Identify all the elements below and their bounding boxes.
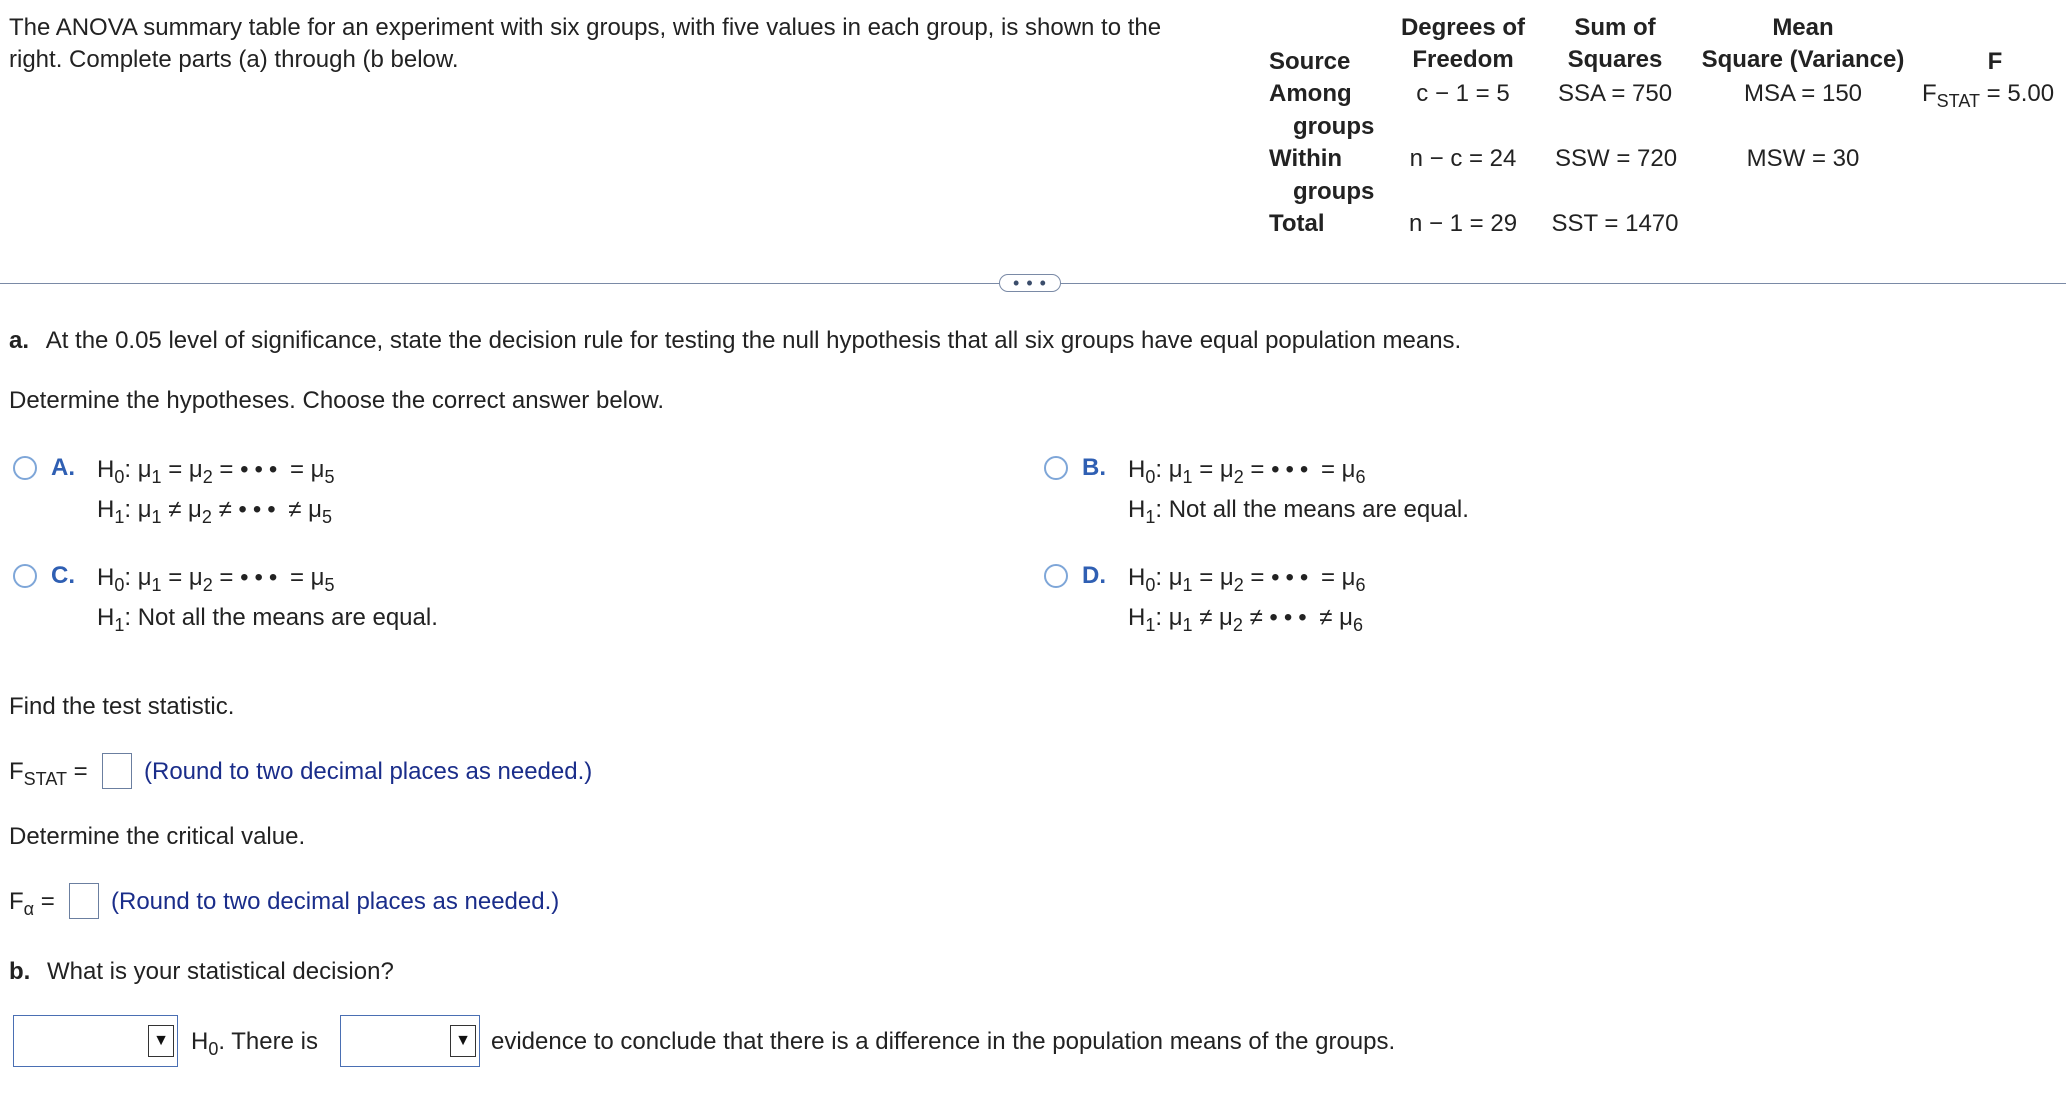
decision-dropdown[interactable] <box>13 1015 178 1067</box>
chevron-down-icon: ▼ <box>450 1025 476 1057</box>
row-total-source: Total <box>1269 210 1325 237</box>
option-c-h0: $H_0$: $\mu_1 = \mu_2$ = ••• = $\mu_5$ <box>97 564 335 595</box>
determine-critical-value: Determine the critical value. <box>9 823 306 850</box>
conclusion-text: evidence to conclude that there is a difference in the population means of the groups. <box>491 1028 1396 1055</box>
part-a-text: At the 0.05 level of significance, state the decision rule for testing the null hypothesis that all six groups have equal population means. <box>45 327 1462 354</box>
option-b-h1: $H_1$: Not all the means are equal. <box>1128 496 1469 527</box>
option-d-letter: D. <box>1082 562 1106 589</box>
fstat-label: $F_{STAT}$ = <box>9 758 88 789</box>
chevron-down-icon: ▼ <box>148 1025 174 1057</box>
row-within-ss: SSW = 720 <box>1555 145 1678 172</box>
evidence-dropdown[interactable] <box>340 1015 480 1067</box>
option-c-h1: $H_1$: Not all the means are equal. <box>97 604 438 635</box>
option-b-radio[interactable] <box>1044 456 1068 480</box>
option-a-letter: A. <box>51 454 75 481</box>
option-d-h0: $H_0$: $\mu_1 = \mu_2$ = ••• = $\mu_6$ <box>1128 564 1366 595</box>
anova-table <box>0 0 2066 250</box>
option-b-h0: $H_0$: $\mu_1 = \mu_2$ = ••• = $\mu_6$ <box>1128 456 1366 487</box>
header-ms-line1: Mean <box>1772 14 1834 41</box>
part-b-label: b. <box>9 958 31 985</box>
part-a-question <box>9 325 1461 357</box>
header-f: F <box>1987 48 2003 75</box>
row-among-df: c − 1 = 5 <box>1416 80 1510 107</box>
row-total-ss: SST = 1470 <box>1551 210 1679 237</box>
falpha-input[interactable] <box>69 883 99 919</box>
intro-line-1: The ANOVA summary table for an experiment with six groups, with five values in each group, is shown to the <box>9 14 1162 41</box>
fstat-input[interactable] <box>102 753 132 789</box>
row-within-df: n − c = 24 <box>1409 145 1517 172</box>
option-d-radio[interactable] <box>1044 564 1068 588</box>
row-among-source-2: groups <box>1293 113 1375 140</box>
part-b-text: What is your statistical decision? <box>47 958 394 985</box>
fstat-round-hint: (Round to two decimal places as needed.) <box>144 758 593 785</box>
find-test-statistic: Find the test statistic. <box>9 693 235 720</box>
header-ss-line1: Sum of <box>1574 14 1656 41</box>
row-among-ss: SSA = 750 <box>1557 80 1673 107</box>
header-ss-line2: Squares <box>1567 46 1663 73</box>
intro-line-2: right. Complete parts (a) through (b below. <box>9 46 459 73</box>
row-among-f: $F_{STAT} = 5.00$ <box>1922 80 2055 111</box>
header-df-line1: Degrees of <box>1400 14 1526 41</box>
option-a-radio[interactable] <box>13 456 37 480</box>
falpha-round-hint: (Round to two decimal places as needed.) <box>111 888 560 915</box>
more-button[interactable]: • • • <box>999 274 1061 292</box>
part-b-question <box>9 956 394 988</box>
falpha-label: $F_\alpha$ = <box>9 888 55 919</box>
h0-there-is: $H_0$. There is <box>191 1028 318 1059</box>
row-within-ms: MSW = 30 <box>1746 145 1860 172</box>
hypotheses-instruction: Determine the hypotheses. Choose the correct answer below. <box>9 387 665 414</box>
option-d-h1: $H_1$: $\mu_1 \ne \mu_2$ ≠ ••• ≠ $\mu_6$ <box>1128 604 1363 635</box>
row-within-source-2: groups <box>1293 178 1375 205</box>
header-ms-line2: Square (Variance) <box>1701 46 1905 73</box>
header-source: Source <box>1269 48 1351 75</box>
option-a-h0: $H_0$: $\mu_1 = \mu_2$ = ••• = $\mu_5$ <box>97 456 335 487</box>
row-within-source-1: Within <box>1269 145 1343 172</box>
option-c-radio[interactable] <box>13 564 37 588</box>
header-df-line2: Freedom <box>1412 46 1514 73</box>
part-a-label: a. <box>9 327 30 354</box>
row-total-df: n − 1 = 29 <box>1408 210 1518 237</box>
option-c-letter: C. <box>51 562 75 589</box>
option-a-h1: $H_1$: $\mu_1 \ne \mu_2$ ≠ ••• ≠ $\mu_5$ <box>97 496 332 527</box>
option-b-letter: B. <box>1082 454 1106 481</box>
row-among-source-1: Among <box>1269 80 1352 107</box>
row-among-ms: MSA = 150 <box>1743 80 1863 107</box>
